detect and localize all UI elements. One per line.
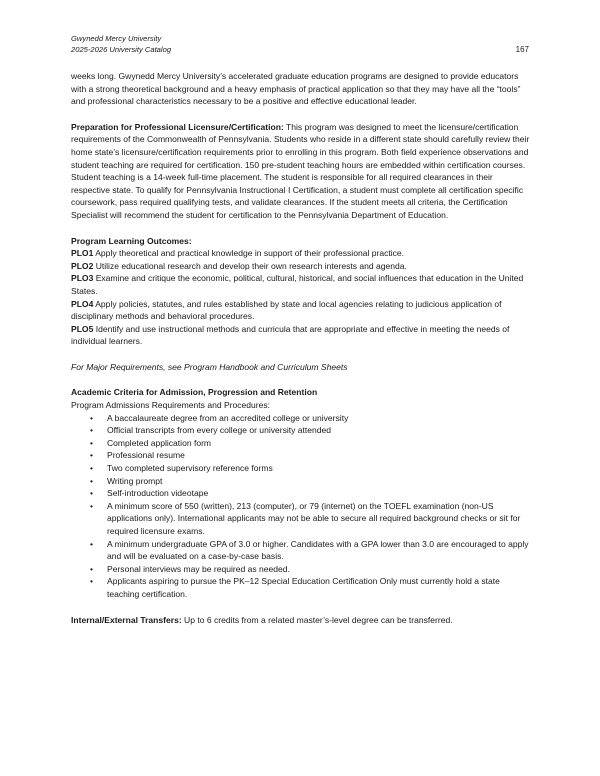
list-item: • Two completed supervisory reference forms — [71, 462, 533, 475]
intro-paragraph: weeks long. Gwynedd Mercy University’s accelerated graduate education programs are designed to provide educators with a strong theoretical background and a heavy emphasis of practical application so that they may have all the “tools” and professional characteristics necessary to be a positive and effective educational leader. — [71, 71, 521, 107]
page-header — [71, 34, 531, 55]
catalog-title: 2025-2026 University Catalog — [71, 44, 172, 54]
plo-text: Apply theoretical and practical knowledge in support of their professional practice. — [93, 248, 405, 259]
page-body — [71, 70, 533, 626]
page-number: 167 — [515, 44, 529, 54]
transfers-heading: Internal/External Transfers: — [71, 614, 182, 625]
list-item: • Professional resume — [71, 449, 533, 462]
list-item: • A baccalaureate degree from an accredited college or university — [71, 412, 533, 425]
institution-name: Gwynedd Mercy University — [71, 34, 162, 43]
transfers-section — [71, 614, 533, 627]
major-requirements-note: For Major Requirements, see Program Handbook and Curriculum Sheets — [71, 361, 348, 372]
plo-item — [71, 323, 533, 348]
licensure-section — [71, 121, 533, 222]
plo-text: Apply policies, statutes, and rules established by state and local agencies relating to judicious application of disciplinary methods and behavioral procedures. — [71, 298, 502, 322]
admission-subheading: Program Admissions Requirements and Procedures: — [71, 400, 271, 411]
plo-code: PLO3 — [71, 273, 94, 284]
list-item: • Official transcripts from every college or university attended — [71, 424, 533, 437]
plo-text: Utilize educational research and develop their own research interests and agenda. — [93, 260, 407, 271]
admission-heading: Academic Criteria for Admission, Progression and Retention — [71, 387, 318, 398]
list-item: • A minimum score of 550 (written), 213 (computer), or 79 (internet) on the TOEFL examination (non-US applications only). International applicants may not be able to secure all required background checks or sit for required licensure exams. — [71, 500, 533, 538]
plo-item — [71, 247, 533, 260]
list-item: • A minimum undergraduate GPA of 3.0 or higher. Candidates with a GPA lower than 3.0 are encouraged to apply and will be evaluated on a case-by-case basis. — [71, 538, 533, 563]
plo-code: PLO1 — [71, 248, 94, 259]
licensure-heading: Preparation for Professional Licensure/Certification: — [71, 121, 284, 132]
transfers-text: Up to 6 credits from a related master’s-level degree can be transferred. — [181, 614, 453, 625]
list-item: • Completed application form — [71, 437, 533, 450]
plo-code: PLO5 — [71, 323, 94, 334]
list-item: • Writing prompt — [71, 475, 533, 488]
plo-heading: Program Learning Outcomes: — [71, 235, 192, 246]
plo-text: Identify and use instructional methods and curricula that are appropriate and effective in meeting the needs of individual learners. — [71, 323, 510, 347]
plo-item — [71, 272, 533, 297]
licensure-text: This program was designed to meet the licensure/certification requirements of the Commonwealth of Pennsylvania. Students who reside in a different state should carefully review their home state’s licensure/certification requirements prior to enrolling in this program. Both field experience observations and student teaching are required for certification. 150 pre-student teaching hours are embedded within certification courses. Student teaching is a 14-week full-time placement. The student is responsible for all required clearances in their respective state. To qualify for Pennsylvania Instructional I Certification, a student must complete all certification specific coursework, pass required qualifying tests, and validate clearances. If the student meets all criteria, the Certification Specialist will recommend the student for certification to the Pennsylvania Department of Education. — [71, 121, 530, 220]
plo-text: Examine and critique the economic, political, cultural, historical, and social influences that education in the United States. — [71, 273, 524, 296]
list-item: • Self-introduction videotape — [71, 487, 533, 500]
plo-item — [71, 260, 533, 273]
list-item: • Applicants aspiring to pursue the PK–12 Special Education Certification Only must currently hold a state teaching certification. — [71, 575, 533, 600]
plo-item — [71, 298, 533, 323]
plo-code: PLO2 — [71, 260, 94, 271]
admission-requirements-list — [71, 412, 533, 601]
list-item: • Personal interviews may be required as needed. — [71, 563, 533, 576]
plo-code: PLO4 — [71, 298, 94, 309]
